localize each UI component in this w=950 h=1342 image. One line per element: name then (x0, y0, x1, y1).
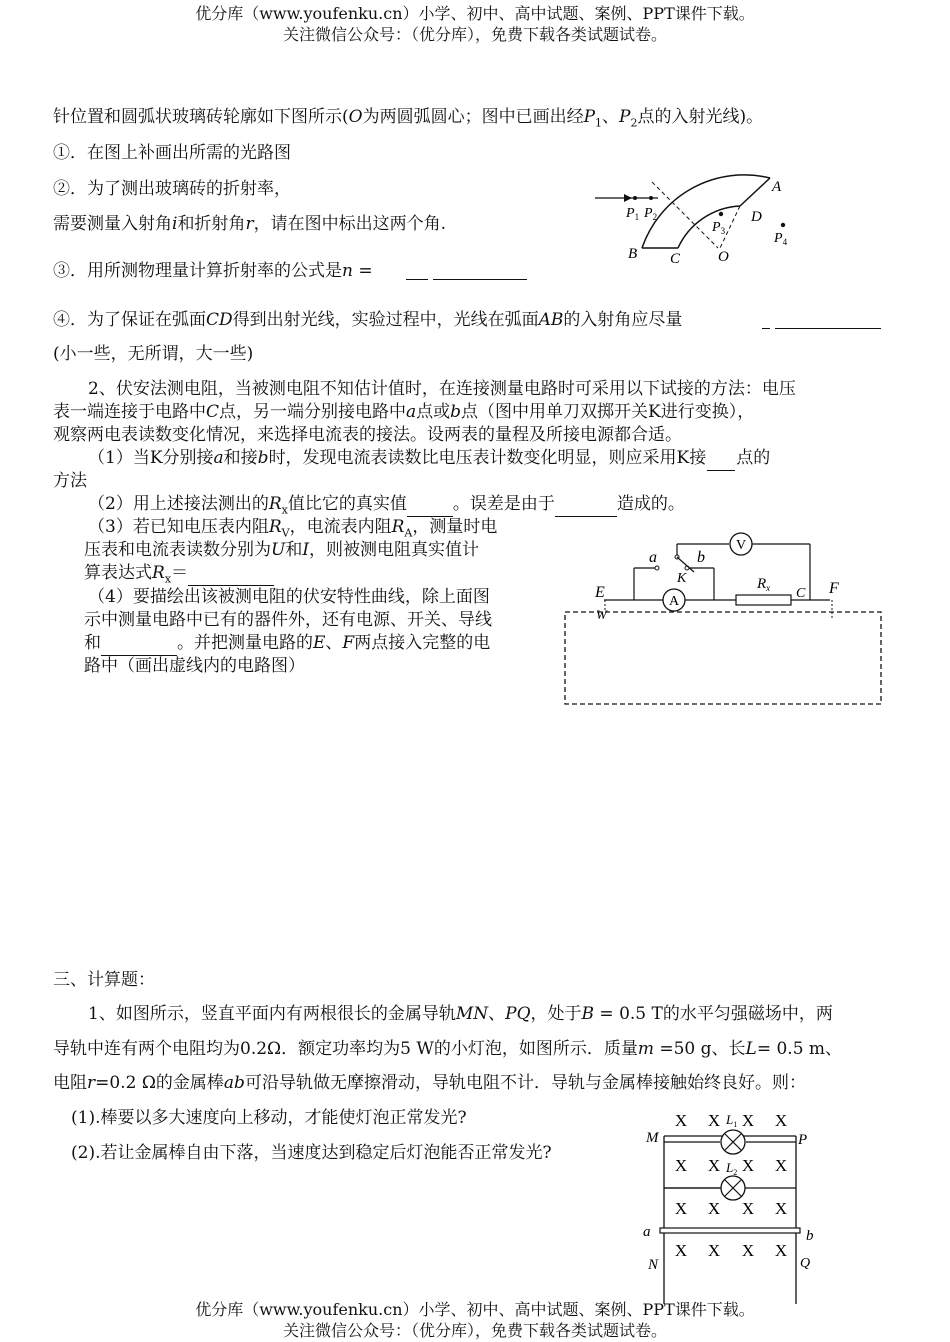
x-mark: X (774, 1156, 788, 1175)
glass-brick-figure (590, 170, 820, 270)
x-mark: X (707, 1156, 721, 1175)
volt-q3-l2: 压表和电流表读数分别为U和I，则被测电阻真实值计 (84, 540, 480, 560)
rail-figure (640, 1108, 830, 1304)
label-p4: $P_4$ (774, 231, 788, 247)
pin-p3 (719, 212, 723, 216)
volt-q3-l1: （3）若已知电压表内阻$R_V$，电流表内阻$R_A$，测量时电 (88, 517, 498, 540)
label-b: b (806, 1228, 814, 1244)
label-q: Q (800, 1256, 811, 1271)
optics-q2-detail: 需要测量入射角i和折射角r，请在图中标出这两个角. (53, 214, 446, 234)
header-line-1: 优分库（www.youfenku.cn）小学、初中、高中试题、案例、PPT课件下载。 (195, 4, 755, 23)
x-mark: X (774, 1241, 788, 1260)
x-mark: X (674, 1111, 688, 1130)
label-p: P (798, 1132, 808, 1148)
volt-p1: 2、伏安法测电阻，当被测电阻不知估计值时，在连接测量电路时可采用以下试接的方法：电压 (88, 379, 796, 399)
label-l1: $L_1$ (726, 1112, 738, 1129)
footer-line-1: 优分库（www.youfenku.cn）小学、初中、高中试题、案例、PPT课件下载。 (195, 1300, 755, 1319)
voltmeter-label: V (735, 538, 747, 553)
k-label: K (677, 571, 687, 586)
volt-q2: （2）用上述接法测出的$R_x$值比它的真实值 。误差是由于 造成的。 (88, 494, 685, 517)
pin-p1 (633, 196, 637, 200)
volt-p2: 表一端连接于电路中C点，另一端分别接电路中a点或b点（图中用单刀双掷开关K进行变换）， (53, 402, 755, 422)
ammeter-label: A (668, 594, 680, 609)
x-mark: X (707, 1241, 721, 1260)
footer-line-2: 关注微信公众号：（优分库），免费下载各类试题试卷。 (282, 1321, 667, 1340)
calc-q1: (1).棒要以多大速度向上移动，才能使灯泡正常发光? (71, 1108, 467, 1128)
label-c: C (670, 251, 681, 267)
label-p3: $P_3$ (712, 220, 726, 236)
label-p2: $P_2$ (644, 206, 658, 222)
optics-intro: 针位置和圆弧状玻璃砖轮廓如下图所示(O为两圆弧圆心；图中已画出经$P_1$、$P_2$点的入射光线)。 (53, 107, 764, 130)
b-label: b (697, 549, 705, 566)
label-p1: $P_1$ (626, 206, 640, 222)
optics-q3-blank-b (433, 279, 527, 280)
volt-q1-blank (707, 447, 735, 471)
x-mark: X (741, 1241, 755, 1260)
resistor-rx (736, 595, 791, 605)
x-mark: X (741, 1156, 755, 1175)
x-mark: X (674, 1241, 688, 1260)
label-m: M (646, 1130, 659, 1146)
optics-q4-blank-b (775, 328, 881, 329)
optics-q1: ①．在图上补画出所需的光路图 (53, 143, 291, 163)
optics-q2: ②．为了测出玻璃砖的折射率， (53, 179, 291, 199)
label-n: N (648, 1257, 659, 1273)
x-mark: X (741, 1199, 755, 1218)
optics-q4-blank-a (762, 328, 770, 329)
volt-p3: 观察两电表读数变化情况，来选择电流表的接法。设两表的量程及所接电源都合适。 (53, 425, 682, 445)
x-mark: X (674, 1199, 688, 1218)
x-mark: X (774, 1199, 788, 1218)
x-mark: X (741, 1111, 755, 1130)
label-b: B (628, 246, 638, 262)
brick-side (740, 178, 770, 206)
volt-q1-cont: 方法 (53, 471, 87, 491)
volt-q4-l1: （4）要描绘出该被测电阻的伏安特性曲线，除上面图 (88, 587, 490, 607)
circuit-figure (560, 528, 890, 708)
volt-q4-l4: 路中（画出虚线内的电路图） (84, 656, 305, 676)
x-mark: X (707, 1111, 721, 1130)
calc-heading: 三、计算题： (53, 970, 155, 990)
calc-q2: (2).若让金属棒自由下落，当速度达到稳定后灯泡能否正常发光? (71, 1143, 552, 1163)
x-mark: X (774, 1111, 788, 1130)
w-label: W (596, 607, 607, 622)
label-d: D (751, 209, 762, 225)
c-label: C (796, 586, 806, 601)
label-a: a (643, 1224, 651, 1240)
ray-arrow (624, 194, 632, 202)
x-mark: X (674, 1156, 688, 1175)
volt-q2-blank-1 (407, 493, 453, 517)
volt-q1: （1）当K分别接a和接b时，发现电流表读数比电压表计数变化明显，则应采用K接 点的 (88, 447, 770, 471)
metal-rod-ab (660, 1228, 800, 1233)
volt-q4-l2: 示中测量电路中已有的器件外，还有电源、开关、导线 (84, 610, 492, 630)
label-l2: $L_2$ (726, 1160, 738, 1177)
volt-q3-l3: 算表达式$R_x=$ (84, 562, 274, 590)
optics-q4-options: (小一些，无所谓，大一些) (53, 344, 254, 364)
calc-p1: 1、如图所示，竖直平面内有两根很长的金属导轨MN、PQ，处于B = 0.5 T的水平匀强磁场中，两 (88, 1004, 833, 1024)
optics-q3: ③．用所测物理量计算折射率的公式是n = (53, 261, 373, 281)
contact-a (655, 566, 659, 570)
e-label: E (595, 584, 605, 601)
label-o: O (718, 249, 729, 265)
f-label: F (829, 580, 839, 597)
dashed-answer-box (565, 612, 881, 704)
volt-q3-blank (188, 562, 274, 586)
rx-label: $R_x$ (757, 576, 771, 593)
calc-p2: 导轨中连有两个电阻均为0.2Ω．额定功率均为5 W的小灯泡，如图所示．质量m =50 g、长L= 0.5 m、 (53, 1039, 843, 1059)
inner-arc-cd (678, 206, 740, 248)
volt-q4-l3: 和 。并把测量电路的E、F两点接入完整的电 (84, 632, 490, 656)
header-line-2: 关注微信公众号：（优分库），免费下载各类试题试卷。 (282, 25, 667, 44)
optics-q3-blank-a (406, 279, 428, 280)
pin-p4 (781, 223, 785, 227)
volt-q2-blank-2 (555, 493, 617, 517)
a-label: a (649, 549, 657, 566)
volt-q4-blank (101, 632, 177, 656)
optics-q4: ④．为了保证在弧面CD得到出射光线，实验过程中，光线在弧面AB的入射角应尽量 (53, 310, 683, 330)
calc-p3: 电阻r=0.2 Ω的金属棒ab可沿导轨做无摩擦滑动，导轨电阻不计．导轨与金属棒接触始终良好。则： (53, 1073, 806, 1093)
label-a: A (772, 179, 782, 195)
x-mark: X (707, 1199, 721, 1218)
pin-p2 (649, 196, 653, 200)
